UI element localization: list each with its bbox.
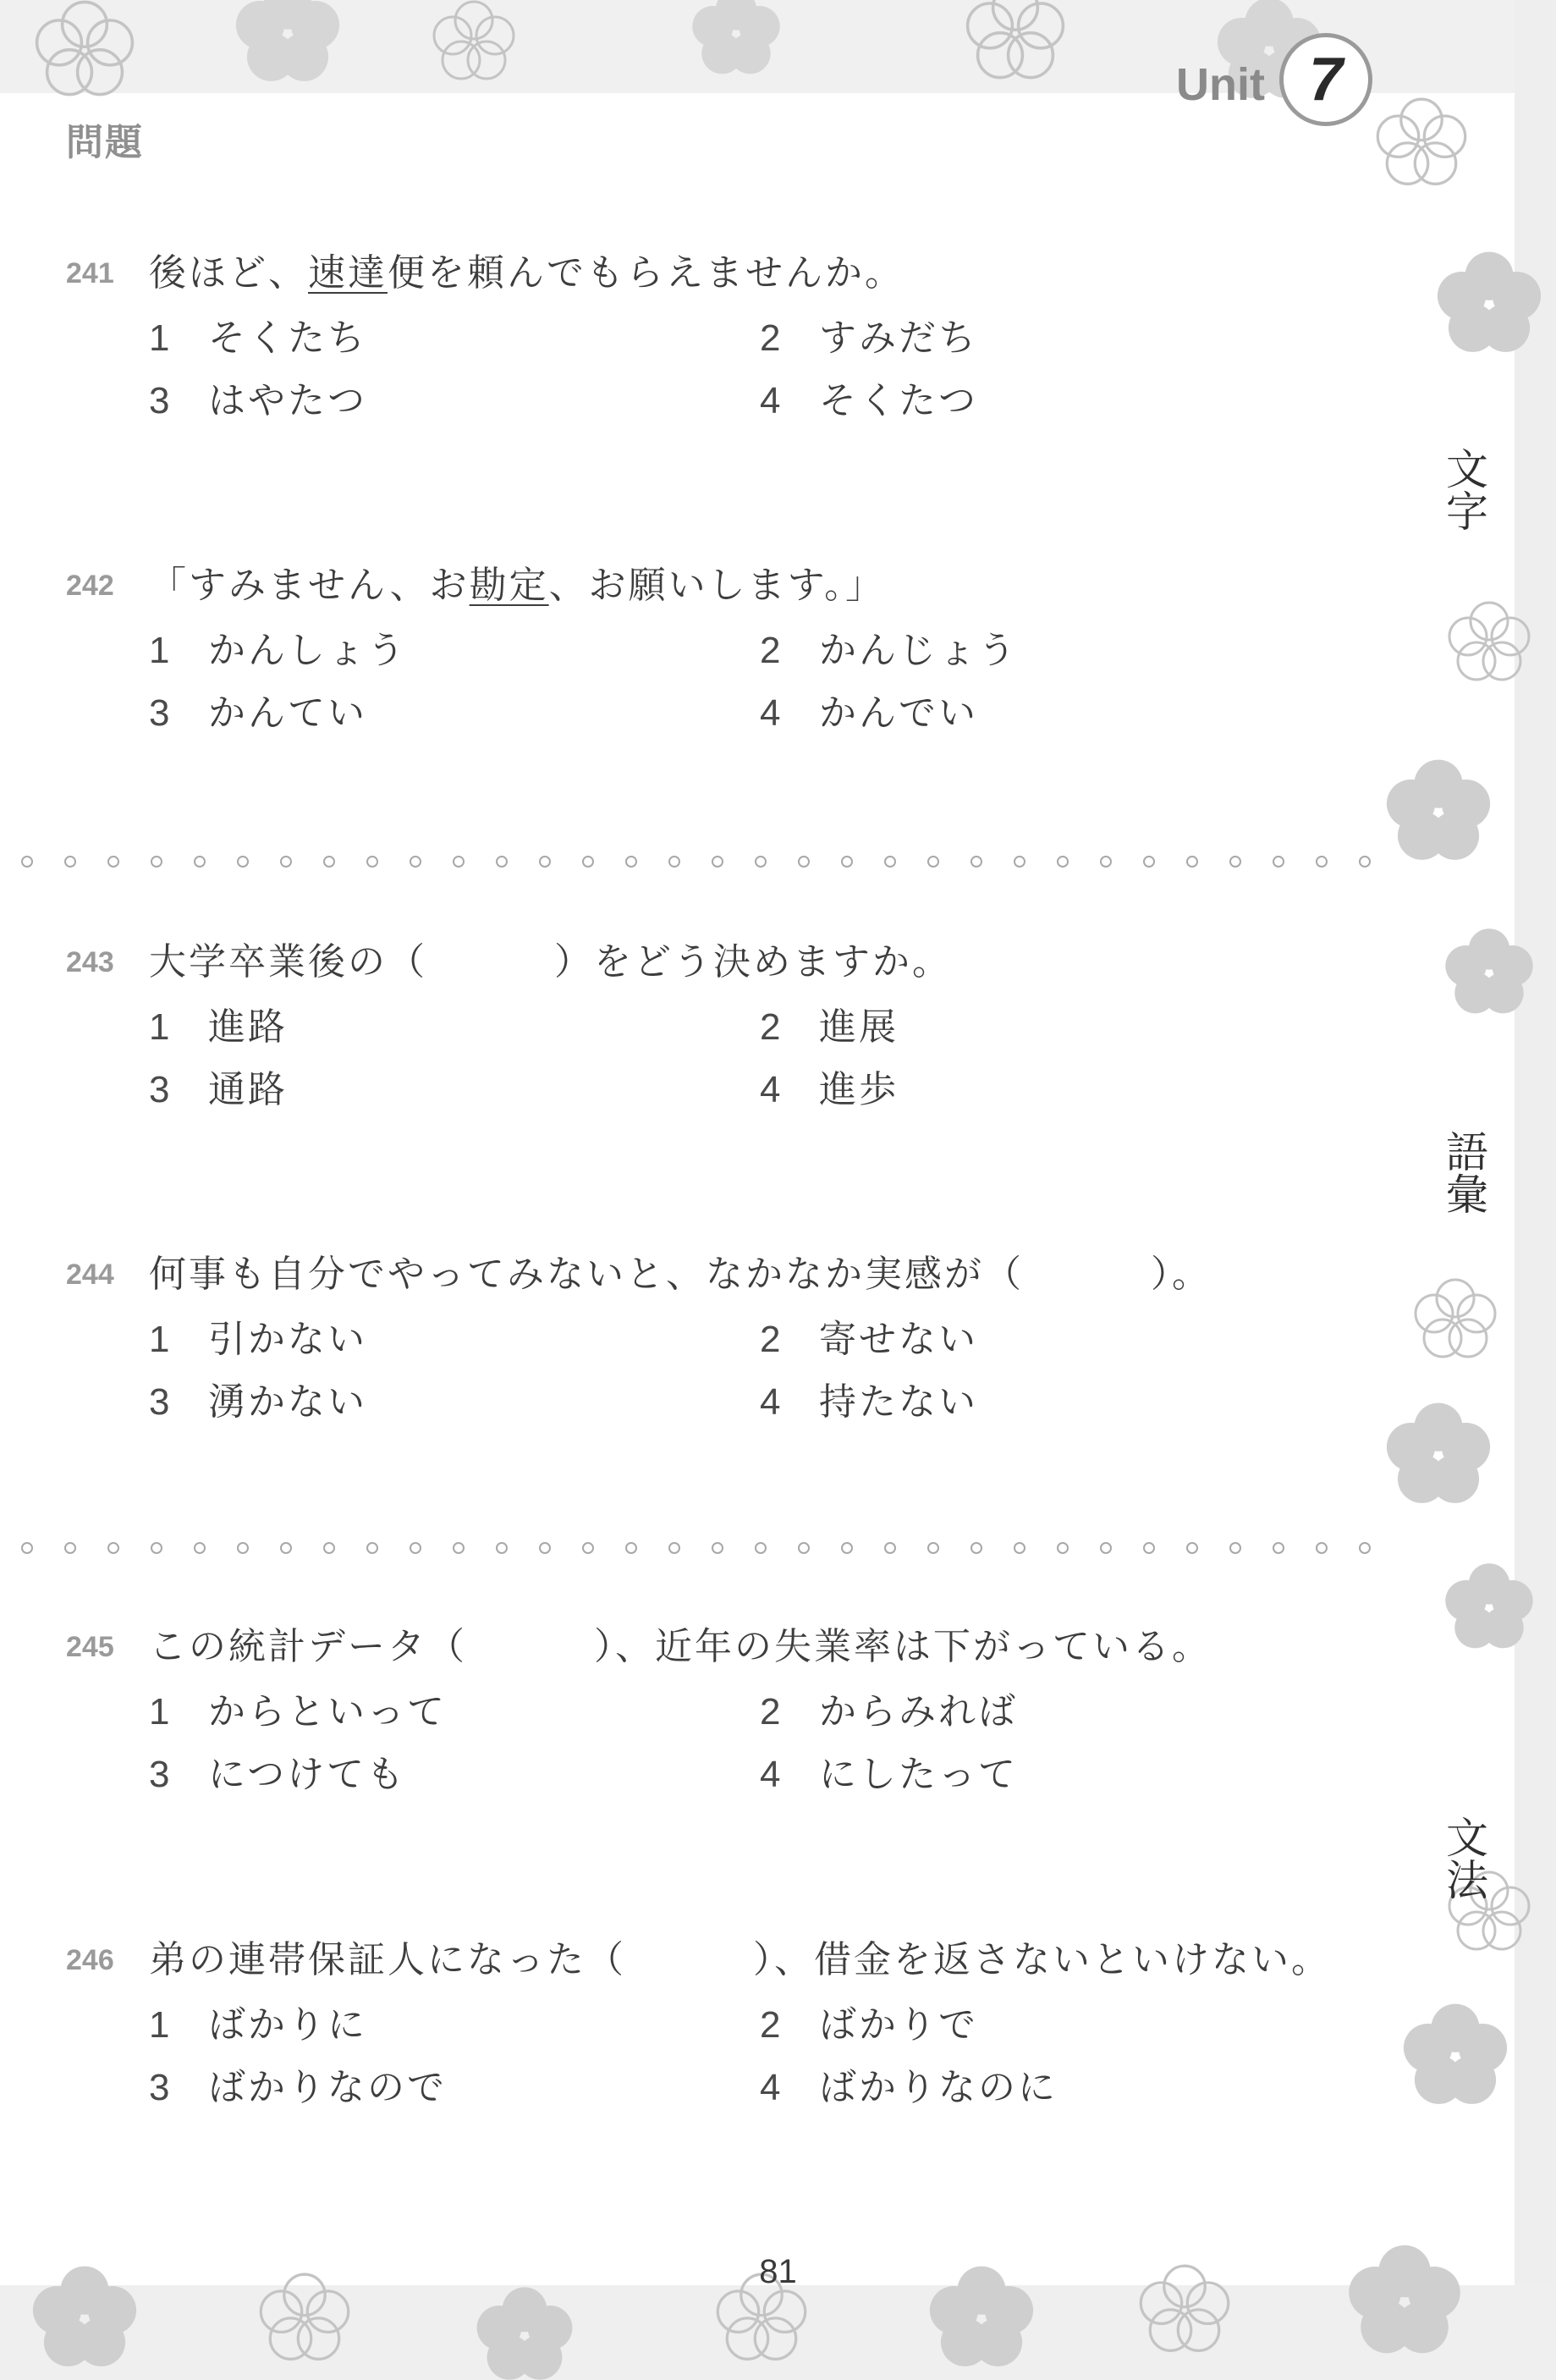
text-part: 「すみません、お bbox=[149, 564, 470, 607]
option-number: 4 bbox=[760, 380, 783, 421]
question-number: 241 bbox=[66, 257, 114, 289]
question-number: 245 bbox=[66, 1631, 114, 1663]
side-tab-moji bbox=[1438, 447, 1489, 541]
question-line bbox=[66, 1613, 1386, 1681]
option-text: 引かない bbox=[208, 1318, 367, 1361]
text-part: 弟の連帯保証人になった（ bbox=[149, 1938, 626, 1981]
option-1[interactable] bbox=[149, 1681, 447, 1744]
option-text: からみれば bbox=[819, 1690, 1018, 1733]
unit-badge bbox=[1168, 30, 1379, 131]
option-number: 3 bbox=[149, 1069, 173, 1110]
option-number: 1 bbox=[149, 1006, 173, 1048]
option-text: かんじょう bbox=[819, 629, 1018, 672]
option-text: からといって bbox=[208, 1690, 447, 1733]
question-line bbox=[66, 240, 1386, 307]
option-1[interactable] bbox=[149, 1308, 367, 1371]
underlined-target: 速達 bbox=[308, 251, 388, 295]
answer-options bbox=[66, 1681, 1386, 1808]
option-2[interactable] bbox=[760, 996, 899, 1059]
option-text: そくたつ bbox=[819, 379, 978, 422]
option-number: 4 bbox=[760, 1754, 783, 1795]
unit-number: 7 bbox=[1308, 46, 1344, 113]
dotted-divider bbox=[17, 855, 1388, 868]
option-number: 4 bbox=[760, 2067, 783, 2108]
text-part: 大学卒業後の（ bbox=[149, 940, 427, 983]
option-text: かんてい bbox=[208, 691, 367, 735]
option-2[interactable] bbox=[760, 1994, 978, 2057]
option-3[interactable] bbox=[149, 682, 367, 745]
option-number: 3 bbox=[149, 380, 173, 421]
question-text bbox=[149, 928, 952, 996]
option-2[interactable] bbox=[760, 307, 978, 370]
option-text: はやたつ bbox=[208, 379, 367, 422]
option-number: 1 bbox=[149, 2004, 173, 2046]
option-1[interactable] bbox=[149, 620, 407, 682]
option-3[interactable] bbox=[149, 1744, 406, 1806]
option-3[interactable] bbox=[149, 1059, 288, 1121]
text-part: 、お願いします。」 bbox=[548, 564, 886, 607]
option-1[interactable] bbox=[149, 1994, 367, 2057]
question-244 bbox=[66, 1241, 1386, 1435]
text-part: 後ほど、 bbox=[149, 251, 308, 295]
option-1[interactable] bbox=[149, 996, 288, 1059]
option-number: 1 bbox=[149, 1319, 173, 1360]
option-4[interactable] bbox=[760, 1744, 1018, 1806]
option-text: 進歩 bbox=[819, 1068, 899, 1111]
answer-options bbox=[66, 1308, 1386, 1435]
option-3[interactable] bbox=[149, 2057, 447, 2119]
page-number: 81 bbox=[759, 2253, 797, 2290]
option-text: にしたって bbox=[819, 1753, 1018, 1796]
option-number: 3 bbox=[149, 1381, 173, 1423]
unit-label: Unit bbox=[1176, 59, 1265, 110]
option-number: 1 bbox=[149, 630, 173, 671]
question-number: 242 bbox=[66, 570, 114, 602]
option-number: 2 bbox=[760, 317, 783, 359]
question-text bbox=[149, 1241, 1212, 1308]
question-number: 246 bbox=[66, 1944, 114, 1976]
option-number: 3 bbox=[149, 692, 173, 734]
option-2[interactable] bbox=[760, 1308, 978, 1371]
question-number: 244 bbox=[66, 1259, 114, 1291]
option-2[interactable] bbox=[760, 620, 1018, 682]
question-241 bbox=[66, 240, 1386, 434]
option-number: 2 bbox=[760, 2004, 783, 2046]
option-number: 2 bbox=[760, 630, 783, 671]
option-text: ばかりなので bbox=[208, 2066, 447, 2109]
option-3[interactable] bbox=[149, 370, 367, 432]
side-tab-goi bbox=[1438, 1130, 1489, 1224]
text-part: 何事も自分でやってみないと、なかなか実感が（ bbox=[149, 1253, 1024, 1296]
option-4[interactable] bbox=[760, 2057, 1058, 2119]
text-part: ）。 bbox=[1151, 1253, 1212, 1296]
option-text: 持たない bbox=[819, 1380, 978, 1424]
question-245 bbox=[66, 1613, 1386, 1808]
answer-options bbox=[66, 307, 1386, 434]
question-242 bbox=[66, 552, 1386, 747]
question-text bbox=[149, 552, 885, 620]
text-part: ）、近年の失業率は下がっている。 bbox=[594, 1625, 1212, 1668]
question-243 bbox=[66, 928, 1386, 1123]
option-text: につけても bbox=[208, 1753, 407, 1796]
text-part: ）、借金を返さないといけない。 bbox=[753, 1938, 1331, 1981]
option-text: ばかりで bbox=[819, 2003, 978, 2047]
answer-options bbox=[66, 1994, 1386, 2121]
option-text: 湧かない bbox=[208, 1380, 367, 1424]
option-text: 通路 bbox=[208, 1068, 288, 1111]
option-number: 4 bbox=[760, 1069, 783, 1110]
option-number: 2 bbox=[760, 1319, 783, 1360]
option-text: ばかりに bbox=[208, 2003, 367, 2047]
option-number: 4 bbox=[760, 692, 783, 734]
question-line bbox=[66, 552, 1386, 620]
side-tab-bunpou bbox=[1438, 1815, 1489, 1909]
option-number: 2 bbox=[760, 1006, 783, 1048]
question-text bbox=[149, 1613, 1212, 1681]
option-text: すみだち bbox=[819, 317, 978, 360]
option-text: 進路 bbox=[208, 1005, 288, 1049]
question-text bbox=[149, 240, 904, 307]
option-3[interactable] bbox=[149, 1371, 367, 1434]
option-text: かんしょう bbox=[208, 629, 407, 672]
option-text: かんでい bbox=[819, 691, 978, 735]
question-text bbox=[149, 1926, 1331, 1994]
option-number: 1 bbox=[149, 1691, 173, 1733]
question-number: 243 bbox=[66, 946, 114, 978]
option-text: 寄せない bbox=[819, 1318, 978, 1361]
side-tab-label: 語彙 bbox=[1439, 1130, 1488, 1215]
question-line bbox=[66, 1241, 1386, 1308]
option-text: そくたち bbox=[208, 317, 367, 360]
option-number: 4 bbox=[760, 1381, 783, 1423]
side-tab-label: 文字 bbox=[1439, 447, 1488, 532]
answer-options bbox=[66, 620, 1386, 747]
option-1[interactable] bbox=[149, 307, 367, 370]
option-4[interactable] bbox=[760, 1059, 899, 1121]
unit-number-circle bbox=[1279, 33, 1372, 126]
text-part: この統計データ（ bbox=[149, 1625, 467, 1668]
option-4[interactable] bbox=[760, 682, 978, 745]
option-number: 3 bbox=[149, 1754, 173, 1795]
text-part: ）をどう決めますか。 bbox=[554, 940, 952, 983]
option-4[interactable] bbox=[760, 370, 978, 432]
option-number: 2 bbox=[760, 1691, 783, 1733]
option-text: ばかりなのに bbox=[819, 2066, 1058, 2109]
text-part: 便を頼んでもらえませんか。 bbox=[388, 251, 904, 295]
option-number: 1 bbox=[149, 317, 173, 359]
underlined-target: 勘定 bbox=[469, 564, 549, 607]
side-tab-label: 文法 bbox=[1439, 1815, 1488, 1900]
question-line bbox=[66, 1926, 1386, 1994]
question-line bbox=[66, 928, 1386, 996]
option-text: 進展 bbox=[819, 1005, 899, 1049]
option-2[interactable] bbox=[760, 1681, 1018, 1744]
answer-options bbox=[66, 996, 1386, 1123]
question-246 bbox=[66, 1926, 1386, 2121]
dotted-divider bbox=[17, 1541, 1388, 1555]
option-4[interactable] bbox=[760, 1371, 978, 1434]
section-header: 問題 bbox=[66, 121, 144, 164]
option-number: 3 bbox=[149, 2067, 173, 2108]
